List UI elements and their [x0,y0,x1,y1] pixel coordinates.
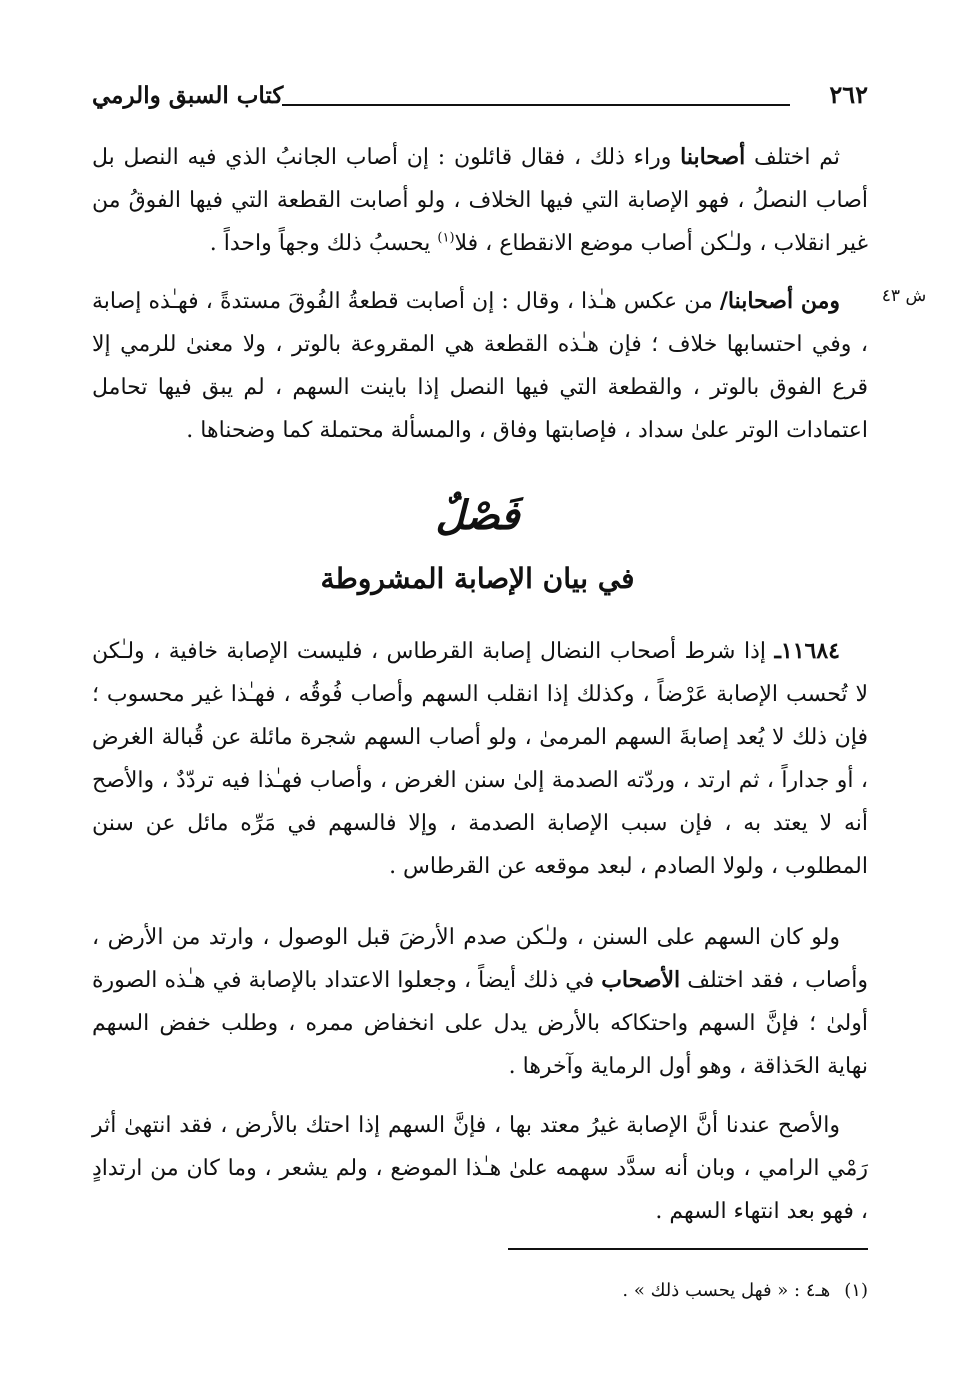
paragraph-1-text-b: وراء ذلك ، فقال قائلون : إن أصاب الجانبُ الذي فيه النصل بل أصاب النصلُ ، فهو الإصابة التي فيها الخلاف ، ولو أصابت القطعة التي فيها الفوقُ من غير انقلاب ، ولـٰكن أصاب موضع الانقطاع ، فلا [92,145,868,256]
footnote [92,1280,868,1301]
header-rule [282,104,790,106]
book-title: كتاب السبق والرمي [92,82,284,109]
running-header [92,80,868,120]
paragraph-4-text-b: في ذلك أيضاً ، وجعلوا الاعتداد بالإصابة في هـٰذه الصورة أولىٰ ؛ فإنَّ السهم واحتكاكه بالأرض يدل على انخفاض ممره ، وطلب خفض السهم نهاية الحَذاقة ، وهو أول الرماية وآخرها . [92,968,868,1079]
footnote-number: (١) [844,1280,868,1301]
paragraph-3-number: ١١٦٨٤ـ [774,638,840,664]
paragraph-1-bold: أصحابنا [680,144,746,170]
paragraph-2 [92,280,868,452]
fasl-heading: فَصْلٌ [435,492,520,539]
paragraph-2-text: من عكس هـٰذا ، وقال : إن أصابت قطعةُ الفُوقَ مستدةً ، فهـٰذه إصابة ، وفي احتسابها خلاف ؛ فإن هـٰذه القطعة هي المقروعة بالوتر ، ولا معنىٰ للرمي إلا قرع الفوق بالوتر ، والقطعة التي فيها النصل إذا باينت السهم ، لم يبق فيها تحامل اعتمادات الوتر علىٰ سداد ، فإصابتها وفاق ، والمسألة محتملة كما وضحناها . [92,289,868,443]
paragraph-1-text-c: يحسبُ ذلك وجهاً واحداً . [209,231,438,256]
paragraph-1-text-a: ثم اختلف [745,145,840,170]
paragraph-5-text: والأصح عندنا أنَّ الإصابة غيرُ معتد بها ، فإنَّ السهم إذا احتك بالأرض ، فقد انتهىٰ أثر رَمْي الرامي ، وبان أنه سدَّد سهمه علىٰ هـٰذا الموضع ، ولم يشعر ، وما كان من ارتدادٍ ، فهو بعد انتهاء السهم . [92,1113,868,1224]
footnote-text: هـ٤ : « فهل يحسب ذلك » . [622,1280,831,1301]
footnote-rule [508,1248,868,1250]
page-number: ٢٦٢ [829,80,868,109]
section-title: في بيان الإصابة المشروطة [320,562,635,595]
paragraph-4-bold: الأصحاب [601,967,681,993]
paragraph-4-text-a: ولو كان السهم على السنن ، ولـٰكن صدم الأرضَ قبل الوصول ، وارتد من الأرض ، وأصاب ، فقد اختلف [92,925,868,993]
paragraph-1 [92,136,868,265]
footnote-ref[interactable]: (١) [437,230,455,246]
paragraph-4 [92,916,868,1088]
margin-note: ش ٤٣ [881,286,927,306]
paragraph-3-text: إذا شرط أصحاب النضال إصابة القرطاس ، فليست الإصابة خافية ، ولـٰكن لا تُحسب الإصابة عَرْضاً ، وكذلك إذا انقلب السهم وأصاب فُوقُه ، فهـٰذا غير محسوب ؛ فإن ذلك لا يُعد إصابةَ السهم المرمىٰ ، ولو أصاب السهم شجرة مائلة عن قُبالة الغرض ، أو جداراً ، ثم ارتد ، وردّته الصدمة إلىٰ سنن الغرض ، وأصاب فهـٰذا فيه تردّدٌ ، والأصح أنه لا يعتد به ، فإن سبب الإصابة الصدمة ، وإلا فالسهم في مَرِّه مائل عن سنن المطلوب ، ولولا الصادم ، لبعد موقعه عن القرطاس . [92,639,868,879]
paragraph-3 [92,630,868,888]
paragraph-2-bold: ومن أصحابنا/ [719,288,841,314]
paragraph-5 [92,1104,868,1233]
